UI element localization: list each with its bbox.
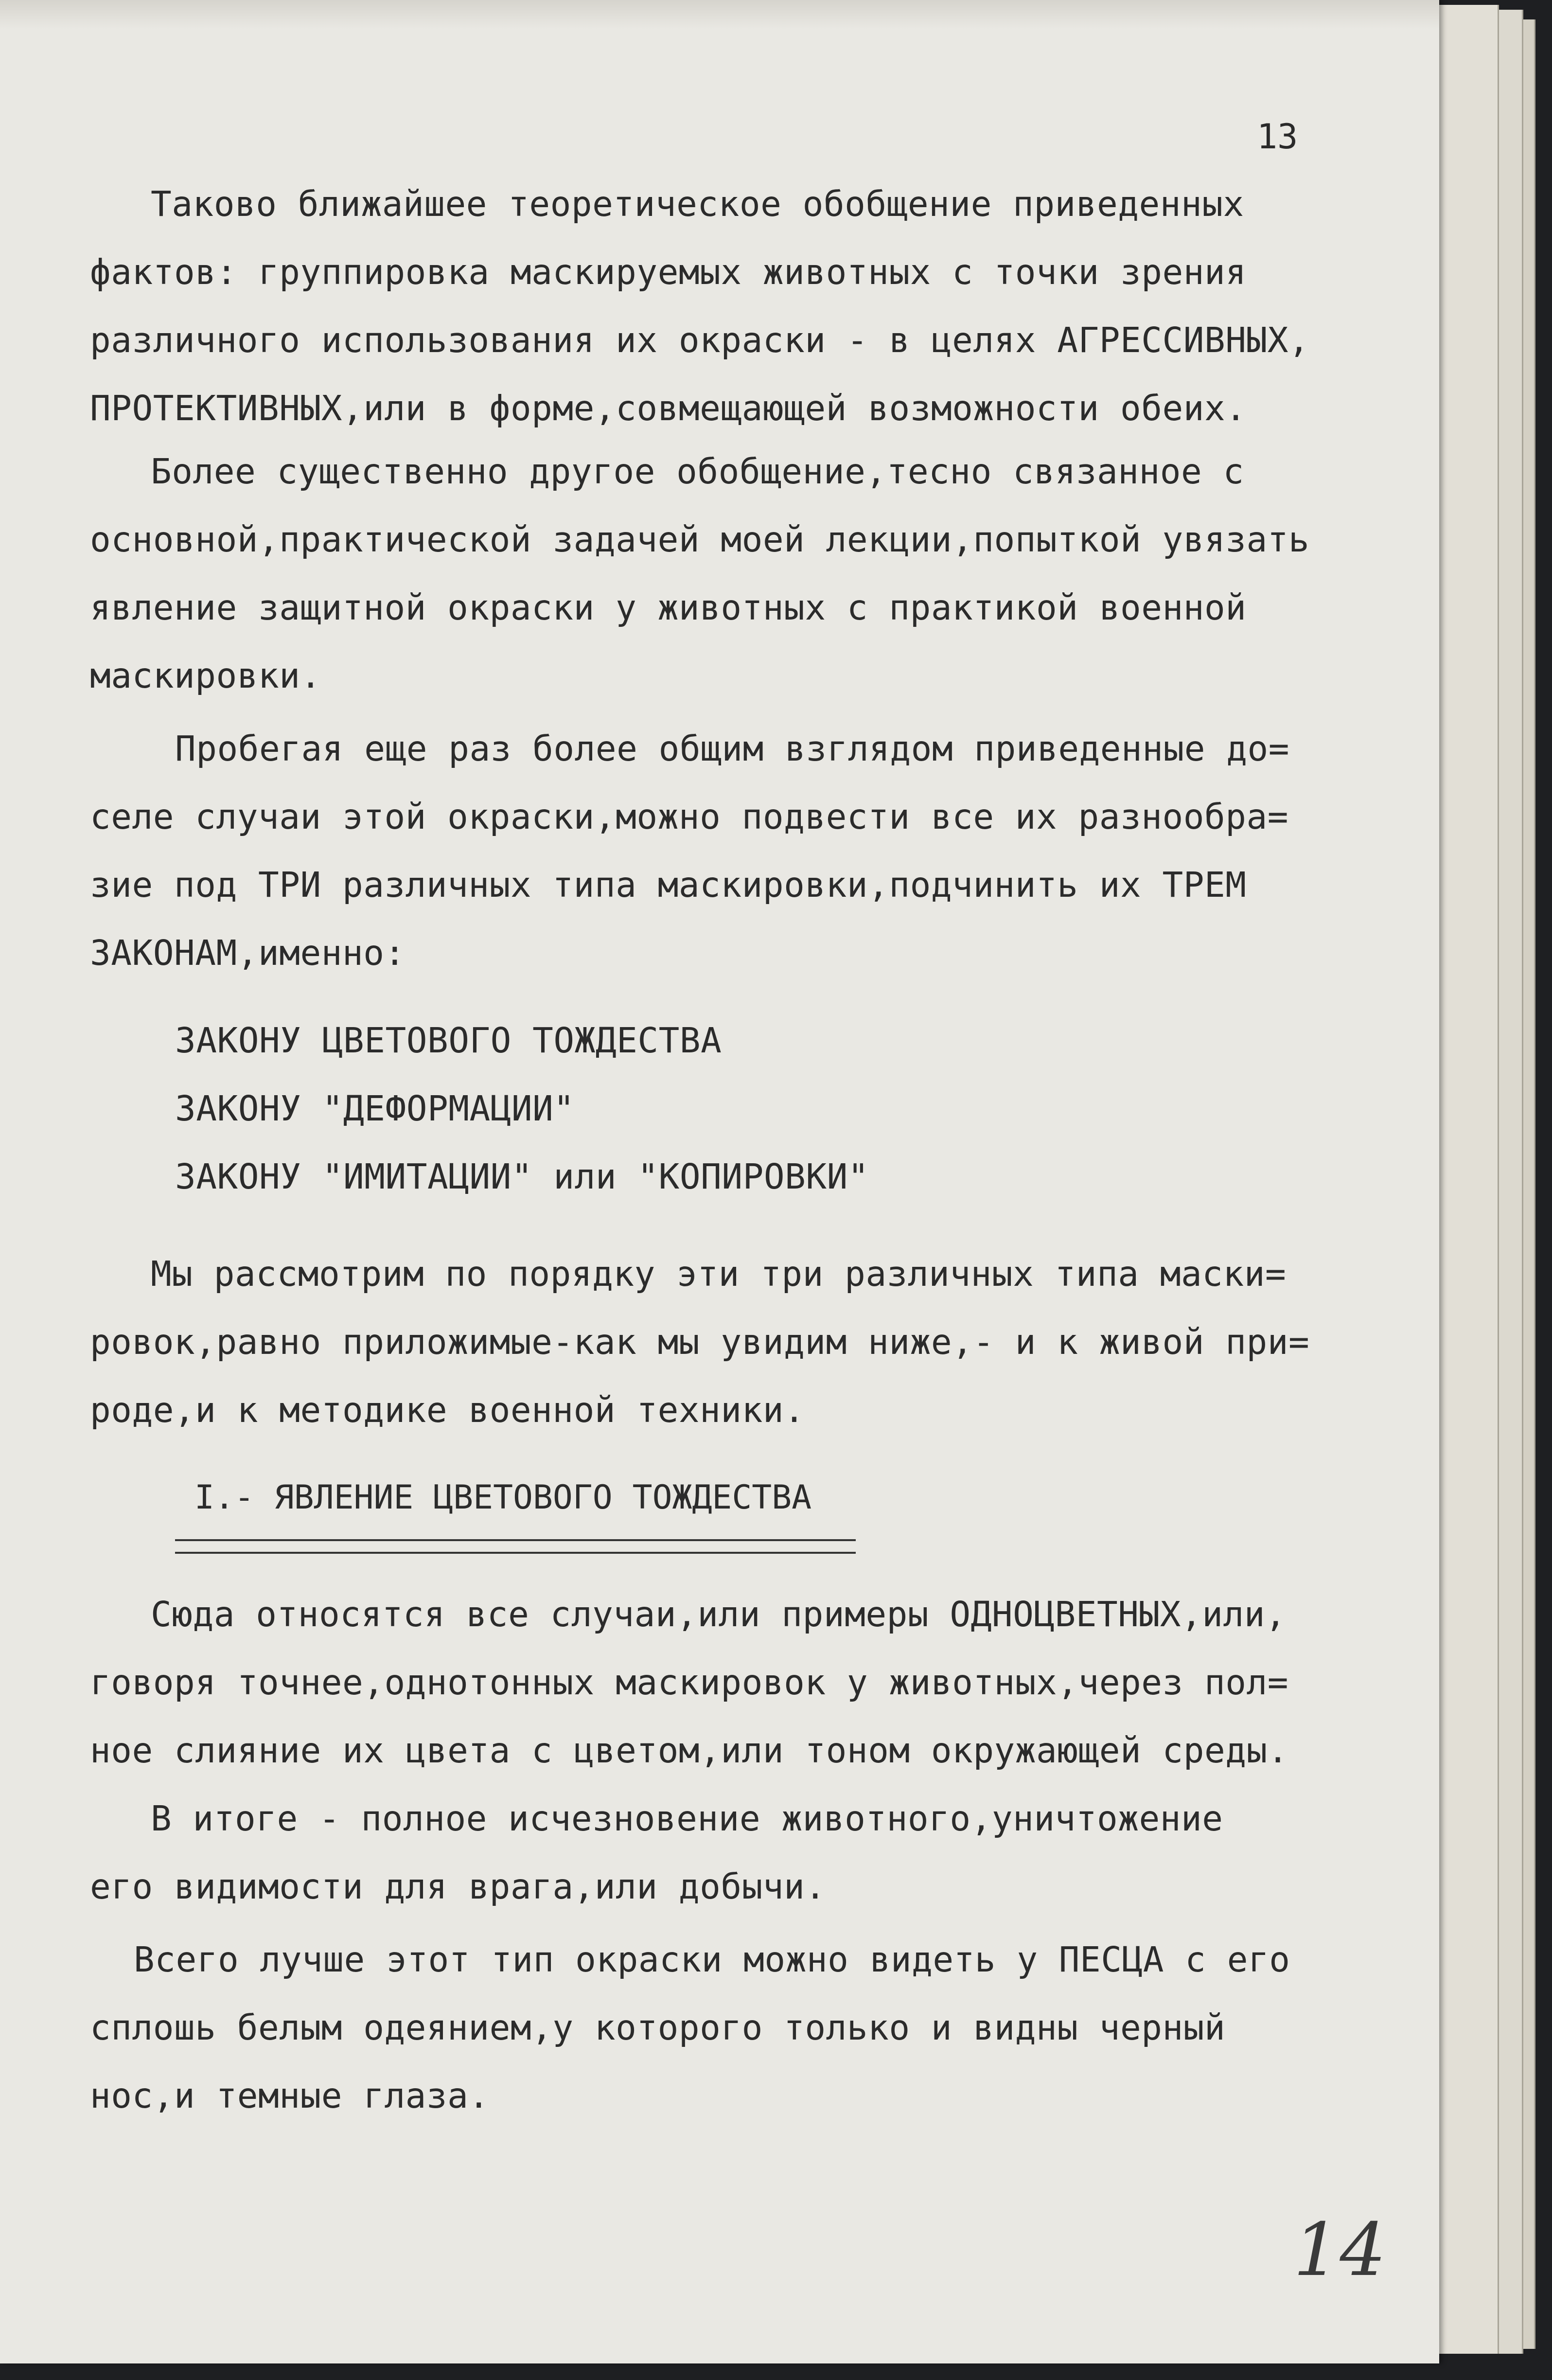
- text-line: ровок,равно приложимые-как мы увидим ниже,- и к живой при=: [90, 1322, 1310, 1362]
- page-top-edge: [0, 0, 1439, 29]
- text-line: нос,и темные глаза.: [90, 2076, 490, 2116]
- text-line: Более существенно другое обобщение,тесно связанное с: [151, 451, 1244, 492]
- text-line: говоря точнее,однотонных маскировок у животных,через пол=: [90, 1662, 1288, 1703]
- text-line: Пробегая еще раз более общим взглядом приведенные до=: [175, 728, 1290, 769]
- handwritten-folio-number: 14: [1293, 2208, 1386, 2292]
- page-number: 13: [1257, 117, 1298, 157]
- law-item: ЗАКОНУ ЦВЕТОВОГО ТОЖДЕСТВА: [175, 1020, 722, 1061]
- text-line: различного использования их окраски - в целях АГРЕССИВНЫХ,: [90, 320, 1310, 360]
- text-line: его видимости для врага,или добычи.: [90, 1866, 826, 1907]
- section-heading: I.- ЯВЛЕНИЕ ЦВЕТОВОГО ТОЖДЕСТВА: [194, 1478, 812, 1517]
- text-line: зие под ТРИ различных типа маскировки,подчинить их ТРЕМ: [90, 865, 1247, 905]
- text-line: Сюда относятся все случаи,или примеры ОДНОЦВЕТНЫХ,или,: [151, 1594, 1287, 1634]
- text-line: В итоге - полное исчезновение животного,уничтожение: [151, 1798, 1223, 1839]
- text-line: сплошь белым одеянием,у которого только и видны черный: [90, 2007, 1226, 2048]
- text-line: фактов: группировка маскируемых животных с точки зрения: [90, 252, 1247, 292]
- text-line: маскировки.: [90, 656, 321, 696]
- text-line: Таково ближайшее теоретическое обобщение приведенных: [151, 184, 1244, 224]
- text-line: ЗАКОНАМ,именно:: [90, 933, 406, 973]
- text-line: Мы рассмотрим по порядку эти три различных типа маски=: [151, 1254, 1287, 1294]
- heading-underline: [175, 1539, 856, 1554]
- law-item: ЗАКОНУ "ДЕФОРМАЦИИ": [175, 1088, 575, 1129]
- text-line: явление защитной окраски у животных с практикой военной: [90, 587, 1247, 628]
- text-line: Всего лучше этот тип окраски можно видеть у ПЕСЦА с его: [134, 1939, 1290, 1980]
- text-line: ное слияние их цвета с цветом,или тоном окружающей среды.: [90, 1730, 1288, 1771]
- text-line: роде,и к методике военной техники.: [90, 1390, 805, 1430]
- law-item: ЗАКОНУ "ИМИТАЦИИ" или "КОПИРОВКИ": [175, 1156, 869, 1197]
- text-line: основной,практической задачей моей лекции,попыткой увязать: [90, 519, 1310, 560]
- text-line: ПРОТЕКТИВНЫХ,или в форме,совмещающей возможности обеих.: [90, 388, 1247, 428]
- text-line: селе случаи этой окраски,можно подвести все их разнообра=: [90, 797, 1288, 837]
